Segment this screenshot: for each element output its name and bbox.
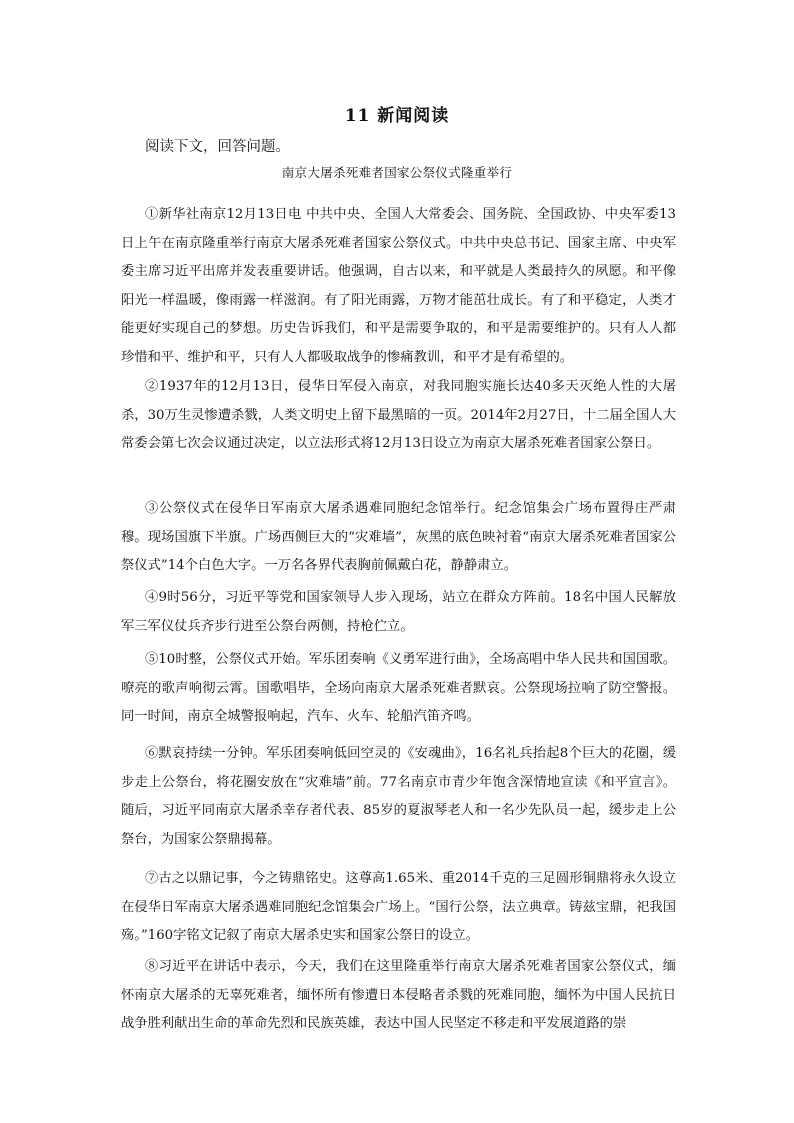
paragraph-6: ⑥默哀持续一分钟。军乐团奏响低回空灵的《安魂曲》，16名礼兵抬起8个巨大的花圈，缓步走上公祭台，将花圈安放在“灾难墙”前。77名南京市青少年饱含深情地宣读《和平宣言》。随后，习近平同南京大屠杀幸存者代表、85岁的夏淑琴老人和一名少先队员一起，缓步走上公祭台，为国家公祭鼎揭幕。 [121,746,676,847]
paragraph-4: ④9时56分，习近平等党和国家领导人步入现场，站立在群众方阵前。18名中国人民解放军三军仪仗兵齐步行进至公祭台两侧，持枪伫立。 [121,590,676,634]
paragraph-5: ⑤10时整，公祭仪式开始。军乐团奏响《义勇军进行曲》，全场高唱中华人民共和国国歌。嘹亮的歌声响彻云霄。国歌唱毕，全场向南京大屠杀死难者默哀。公祭现场拉响了防空警报。同一时间，南京全城警报响起，汽车、火车、轮船汽笛齐鸣。 [121,652,676,725]
paragraph-3: ③公祭仪式在侵华日军南京大屠杀遇难同胞纪念馆举行。纪念馆集会广场布置得庄严肃穆。现场国旗下半旗。广场西侧巨大的“灾难墙”，灰黑的底色映衬着“南京大屠杀死难者国家公祭仪式”14个白色大字。一万名各界代表胸前佩戴白花，静静肃立。 [121,501,676,574]
paragraph-7: ⑦古之以鼎记事，今之铸鼎铭史。这尊高1.65米、重2014千克的三足圆形铜鼎将永久设立在侵华日军南京大屠杀遇难同胞纪念馆集会广场上。“国行公祭，法立典章。铸兹宝鼎，祀我国殇。”160字铭文记叙了南京大屠杀史实和国家公祭日的设立。 [121,871,676,944]
instruction-text: 阅读下文，回答问题。 [145,139,290,155]
paragraph-8: ⑧习近平在讲话中表示，今天，我们在这里隆重举行南京大屠杀死难者国家公祭仪式，缅怀南京大屠杀的无辜死难者，缅怀所有惨遭日本侵略者杀戮的死难同胞，缅怀为中国人民抗日战争胜利献出生命的革命先烈和民族英雄，表达中国人民坚定不移走和平发展道路的崇 [121,959,676,1032]
page-title: 11 新闻阅读 [344,106,450,126]
paragraph-1: ①新华社南京12月13日电 中共中央、全国人大常委会、国务院、全国政协、中央军委13日上午在南京隆重举行南京大屠杀死难者国家公祭仪式。中共中央总书记、国家主席、中央军委主席习近平出席并发表重要讲话。他强调，自古以来，和平就是人类最持久的夙愿。和平像阳光一样温暖，像雨露一样滋润。有了阳光雨露，万物才能茁壮成长。有了和平稳定，人类才能更好实现自己的梦想。历史告诉我们，和平是需要争取的，和平是需要维护的。只有人人都珍惜和平、维护和平，只有人人都吸取战争的惨痛教训，和平才是有希望的。 [121,207,676,365]
article-title: 南京大屠杀死难者国家公祭仪式隆重举行 [281,165,513,180]
paragraph-2: ②1937年的12月13日，侵华日军侵入南京，对我同胞实施长达40多天灭绝人性的大屠杀，30万生灵惨遭杀戮，人类文明史上留下最黑暗的一页。2014年2月27日，十二届全国人大常委会第七次会议通过决定，以立法形式将12月13日设立为南京大屠杀死难者国家公祭日。 [121,379,676,452]
